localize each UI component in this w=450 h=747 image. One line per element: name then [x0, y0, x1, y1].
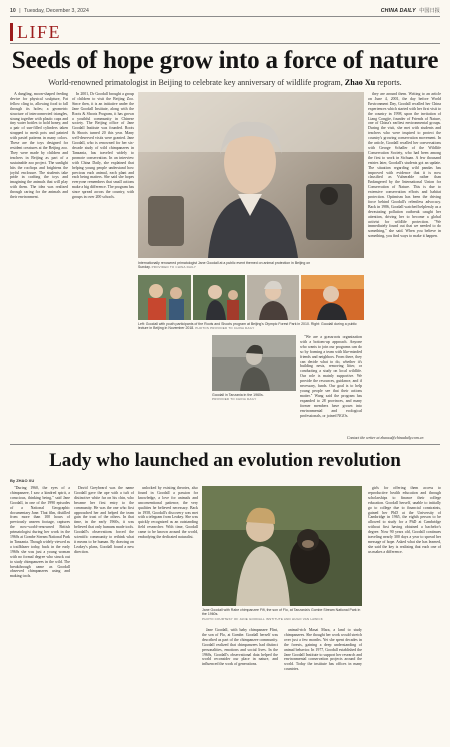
- bottom-photo: [202, 486, 362, 606]
- story1-author: Zhao Xu: [344, 78, 376, 87]
- story1-column-2: In 2001, Dr Goodall brought a group of children to visit the Beijing Zoo. Since then, it is an initiative under the Jane Goodall Institute, along with the Roots & Shoots Program, it has grown a youthful community in Chinese society. The Beijing office of Jane Goodall Institute was founded. Roots & Shoots turned 20 this year. Many well-deserved visits were granted. Jane Goodall, who is renowned for her six-decade study of wild chimpanzees in Tanzania, has traveled widely to promote conservation. In an interview with China Daily, she explained that helping young people understand how precious each animal, each plant and each being matters. She said she hopes everyone remembers that small actions make a big difference. The program has since spread across the country, with groups in over 200 schools.: [72, 92, 134, 200]
- section-accent-bar: [10, 23, 13, 41]
- main-photo-caption: Internationally renowned primatologist Jane Goodall at a public event themed on animal protection in Beijing on Sunday. PROVIDED TO CHINA DAILY: [138, 261, 311, 270]
- row-photos-caption: Left: Goodall with youth participants of the Roots and Shoots program at Beijing's Olympic Forest Park in 2010. Right: Goodall during a public lecture in Beijing in November 2018. PHOTOS PROVIDED TO CHINA DAILY: [138, 322, 357, 331]
- section-title: LIFE: [17, 22, 61, 42]
- story2-column-3: unlocked by existing theories, also found in Goodall a passion for knowledge, a love for animals and unconventional patience, the very qualities he believed necessary. Back in 1958, Goodall's discovery was met with a telegram from Leakey. She was quickly recognized as an outstanding field researcher. With time, Goodall came to be known around the world, embodying the dedicated naturalist.: [138, 486, 198, 540]
- story-divider: [10, 444, 440, 445]
- story1-headline: Seeds of hope grow into a force of nature: [11, 47, 439, 74]
- row-photo-1: [138, 275, 191, 320]
- header-left: [10, 8, 89, 14]
- header-pipe: |: [19, 7, 21, 14]
- header-rule: [10, 16, 440, 17]
- story2-column-4: Jane Goodall, with baby chimpanzee Flint, the son of Flo, at Gombe. Goodall herself was described as part of the chimpanzee community. Goodall realized that chimpanzees had distinct personalities, emotions and social lives. In the 1960s, Goodall's observational data helped the world reconsider our place in nature, and influenced the work of generations.: [202, 628, 278, 667]
- story1-dek: [10, 78, 440, 87]
- issue-date: Tuesday, December 3, 2024: [23, 7, 89, 14]
- contact-email: Contact the writer at zhaoxu@chinadaily.com.cn: [347, 436, 424, 440]
- row-photo-4: [301, 275, 364, 320]
- header-right: [381, 7, 440, 14]
- row-photo-3: [247, 275, 299, 320]
- story1-column-5: "We are a grassroots organization with a bottom-up approach. Anyone who wants to join our programs can do so by forming a team with like-minded friends and neighbors. From there, they can decide what to do, whether it's building nests, removing litter, or conducting a study on local wildlife. Our role is mainly supportive. We provide the resources, guidance, and if necessary, funds. Our goal is to help young people see that their actions matter." Wang said the program has expanded to 28 provinces, and many former members have grown into environmental and ecological professionals, or joined NGOs.: [300, 335, 362, 418]
- story1-dek-suffix: reports.: [377, 78, 402, 87]
- bottom-photo-credit: PHOTO COURTESY OF JANE GOODALL INSTITUTE AND HUGO VAN LAWICK: [202, 616, 323, 621]
- page-number: 10: [10, 7, 16, 14]
- mid-photo-caption: Goodall in Tanzania in the 1960s. PROVIDED TO CHINA DAILY: [212, 393, 264, 402]
- story2-column-2: David Greybeard was the name Goodall gave the ape with a tuft of distinctive white fur on his chin, who became her first entry to the community. He was the one who first approached her and helped the team gain the trust of the others. In that time, in the early 1960s, it was believed that only humans made tools. Goodall's observations forced the scientific community to rethink what it means to be human. By drawing on Leakey's plans, Goodall found a new direction.: [74, 486, 134, 554]
- masthead-chinese: 中国日报: [419, 8, 440, 14]
- story2-column-5: animal-rich Masai Mara, a land to study chimpanzees. She thought her work would stretch over just a few months. Yet she spent decades in the forests, gaining a deep understanding of animal behavior. In 1977, Goodall established the Jane Goodall Institute to support her research and environmental conservation projects around the world. Today the institute has offices in many countries.: [284, 628, 362, 672]
- story1-column-1: A dangling, moon-shaped feeding device for physical sculpture, Fat fellow cling to, allowing food to fall through its holes; a geometric structure of interconnected triangles, strung together with plastic cups and tiny water bottles to hold honey, and a pair of sun-filled cylinders taken strapped to mesh pots and painted with pastel patterns in many colors. These are the toys designed for resident creatures at the Beijing zoo. They were made by children and teachers in Beijing as part of a sustainable zoo project. The sunlight hits the rooftops and brightens the joyful enclosure. The students take pride in crafting the toys and imagining the animals that will play with them. The idea was realized through caring for the animals and their environment.: [10, 92, 68, 200]
- main-photo-credit: PROVIDED TO CHINA DAILY: [151, 265, 197, 270]
- story2-byline: By ZHAO XU: [10, 478, 35, 483]
- row-photo-2: [193, 275, 245, 320]
- story2-column-1: "During 1960, the eyes of a chimpanzee, I saw a kindred spirit, a conscious, thinking being," said Jane Goodall, in one of the 1990 episodes of a National Geographic documentary Jane. That film, distilled from more than 100 hours of previously unseen footage, captures the now-world-renowned British primatologist during her work in the 1960s at Gombe Stream National Park in Tanzania. Though widely viewed as a trailblazer today, back in the early 1960s she was just a young woman with no formal degree who struck out to study chimpanzees in the wild. The breakthrough came as Goodall observed chimpanzees using and making tools.: [10, 486, 70, 579]
- story1-dek-prefix: World-renowned primatologist in Beijing to celebrate key anniversary of wildlife program,: [48, 78, 343, 87]
- section-tag: [10, 19, 61, 41]
- story1-column-6: they are around them. Writing to an article on June 4, 2001, the day before World Environment Day, Goodall recalled her China experiences which started with her first visit to the country in 1998, upon the invitation of Liang Congjie, founder of Friends of Nature, one of China's earliest environmental groups. During the visit, she met with students and teachers who were inspired to protect the country's growing conservation movement. In the article, Goodall recalled her conversations with George Schaller of the Wildlife Conservation Society, who had been among the first to work in Sichuan. A few thousand entries later, Goodall's students got an update. The situation regarding wild pandas has improved with evidence that it is now classified as Vulnerable rather than Endangered by the International Union for Conservation of Nature. This is due to extensive conservation efforts and habitat protection. Optimism has been the driving force behind Goodall's relentless advocacy. Back in 1986, Goodall watched helplessly as a devastating pollution outbreak caught her attention, driving her to become a global activist for wildlife protection. "We immediately found out that we needed to do something," she said. When you believe in something, you find ways to make it happen.: [368, 92, 441, 239]
- masthead-brand: CHINA DAILY: [380, 8, 416, 14]
- section-rule: [10, 43, 440, 44]
- main-photo: [138, 92, 364, 258]
- story2-column-6: girls for offering them access to reproductive health education and through scholarships to finance their college education. Goodall herself, unable to initially go to college due to financial constraints, gained her PhD at the University of Cambridge in 1965, the eighth person to be allowed to study for a PhD at Cambridge without first having obtained a bachelor's degree. Now 90 years old, Goodall continues traveling nearly 300 days a year to spread her message of hope. Asked what she has learned, she said the key is realizing that each one of us makes a difference.: [368, 486, 441, 554]
- goodall-portrait-image: [138, 92, 364, 258]
- mid-photo-credit: PROVIDED TO CHINA DAILY: [212, 397, 257, 402]
- row-photos-credit: PHOTOS PROVIDED TO CHINA DAILY: [195, 326, 255, 331]
- mid-photo: [212, 335, 296, 391]
- story2-headline: Lady who launched an evolution revolution: [49, 450, 401, 471]
- page-header: [10, 6, 440, 15]
- bottom-photo-caption: Jane Goodall with Rabe chimpanzee Fifi, the son of Flo, at Tanzania's Gombe Stream National Park in the 1960s. PHOTO COURTESY OF JANE GOODALL INSTITUTE AND HUGO VAN LAWICK: [202, 608, 361, 621]
